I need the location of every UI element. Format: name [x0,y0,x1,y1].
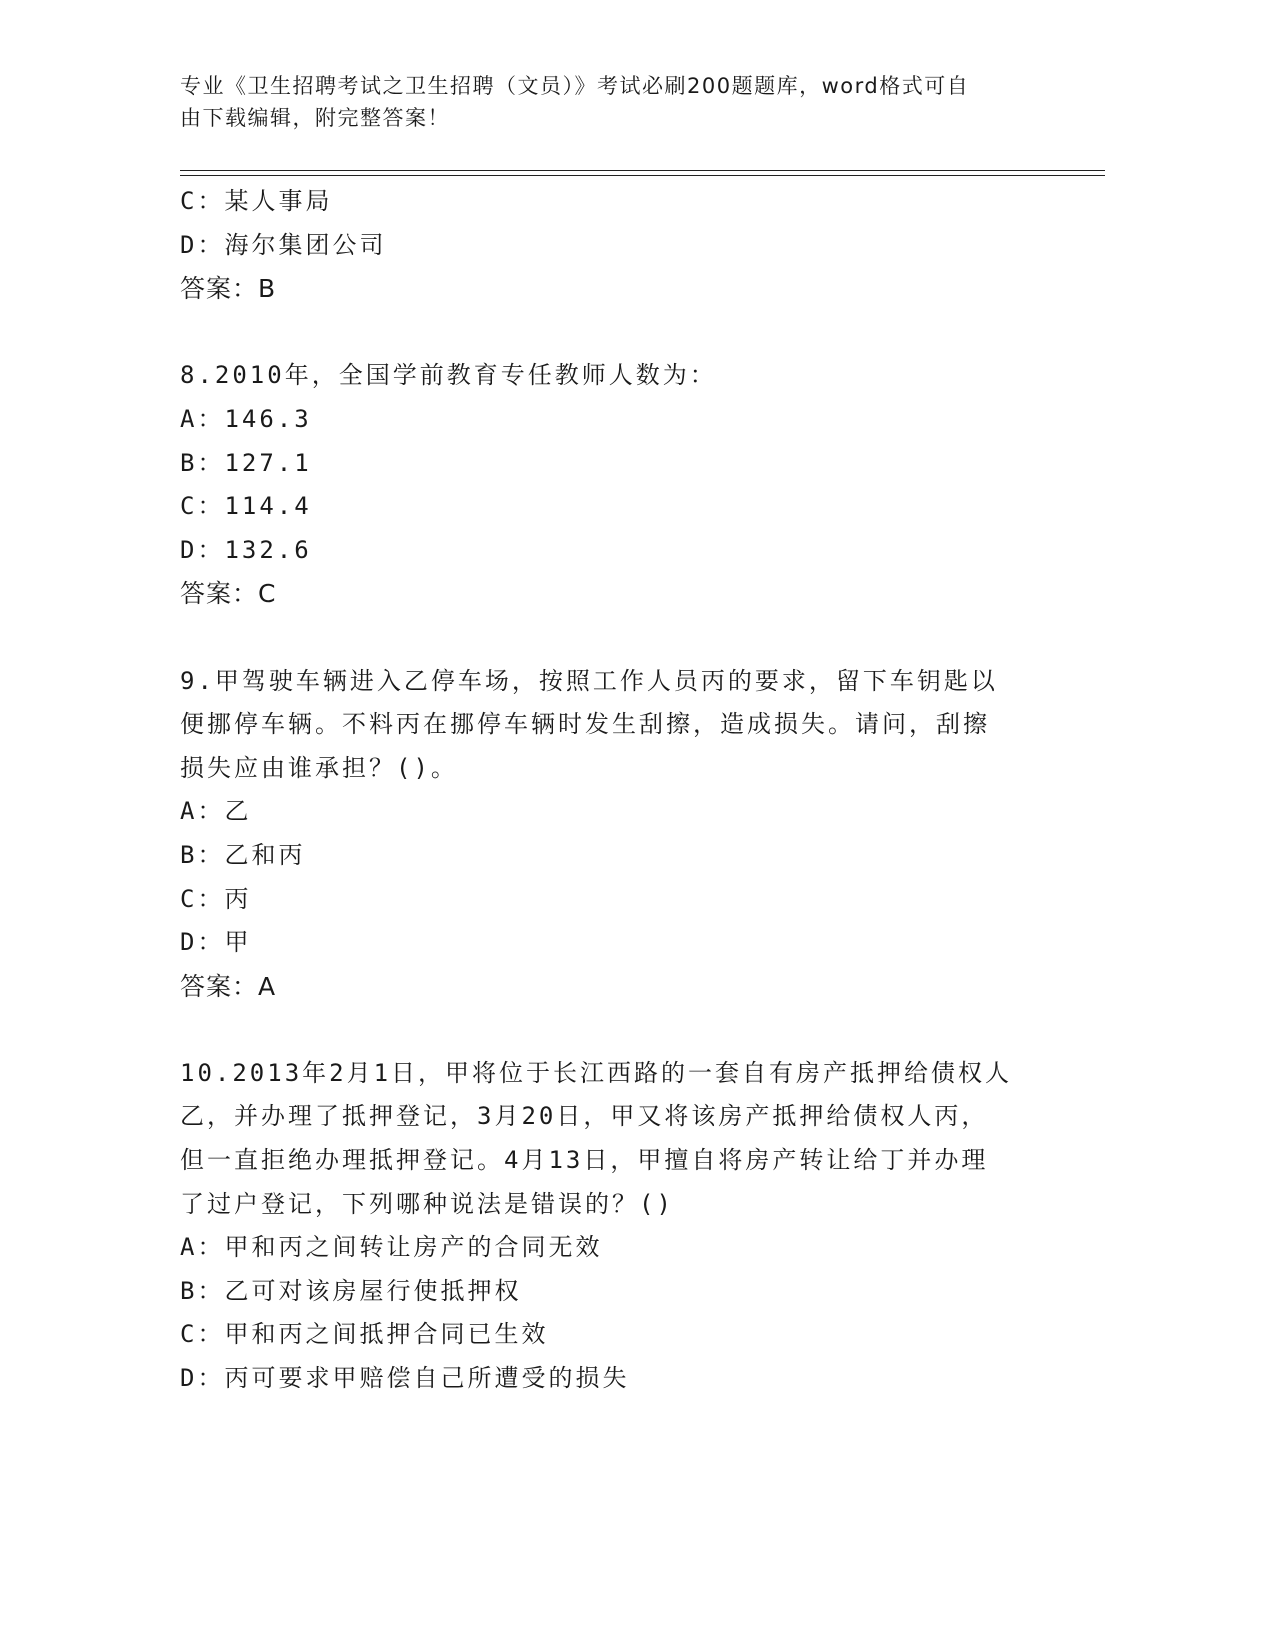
question-8 [180,354,1080,616]
spacer [180,616,1080,660]
question-text-line: 9.甲驾驶车辆进入乙停车场，按照工作人员丙的要求，留下车钥匙以 [180,666,998,695]
answer-line: 答案：A [180,971,277,1001]
question-text-line: 10.2013年2月1日，甲将位于长江西路的一套自有房产抵押给债权人 [180,1058,1013,1087]
option-d: D：甲 [180,928,252,957]
option-d: D：132.6 [180,535,312,564]
option-b: B：127.1 [180,448,312,477]
answer-line: 答案：B [180,274,277,304]
answer-line: 答案：C [180,579,277,609]
header-title-line-1: 专业《卫生招聘考试之卫生招聘（文员）》考试必刷200题题库，word格式可自 [180,74,970,98]
question-text-line: 乙，并办理了抵押登记，3月20日，甲又将该房产抵押给债权人丙， [180,1102,989,1131]
question-text-line: 了过户登记，下列哪种说法是错误的？() [180,1189,674,1218]
question-7-tail [180,180,1080,311]
question-text-line: 但一直拒绝办理抵押登记。4月13日，甲擅自将房产转让给丁并办理 [180,1146,989,1175]
option-a: A：甲和丙之间转让房产的合同无效 [180,1233,603,1262]
option-d: D：丙可要求甲赔偿自己所遭受的损失 [180,1364,630,1393]
question-text [180,1052,1040,1226]
option-b: B：乙可对该房屋行使抵押权 [180,1276,522,1305]
page-header [180,70,1060,134]
question-text-line: 损失应由谁承担？()。 [180,753,458,782]
option-a: A：146.3 [180,404,312,433]
header-title-line-2: 由下载编辑，附完整答案！ [180,106,450,130]
question-text-line: 便挪停车辆。不料丙在挪停车辆时发生刮擦，造成损失。请问，刮擦 [180,710,990,739]
option-d: D：海尔集团公司 [180,230,387,259]
option-c: C：丙 [180,884,252,913]
option-a: A：乙 [180,797,252,826]
spacer [180,311,1080,355]
header-divider-bottom [180,175,1105,176]
question-text [180,660,1040,791]
header-divider-top [180,170,1105,171]
question-text: 8.2010年，全国学前教育专任教师人数为： [180,361,717,390]
option-c: C：某人事局 [180,187,333,215]
option-b: B：乙和丙 [180,840,306,869]
question-9 [180,660,1080,1009]
option-c: C：114.4 [180,492,312,521]
option-c: C：甲和丙之间抵押合同已生效 [180,1320,549,1349]
question-list [180,180,1080,1401]
spacer [180,1008,1080,1052]
question-10 [180,1052,1080,1401]
